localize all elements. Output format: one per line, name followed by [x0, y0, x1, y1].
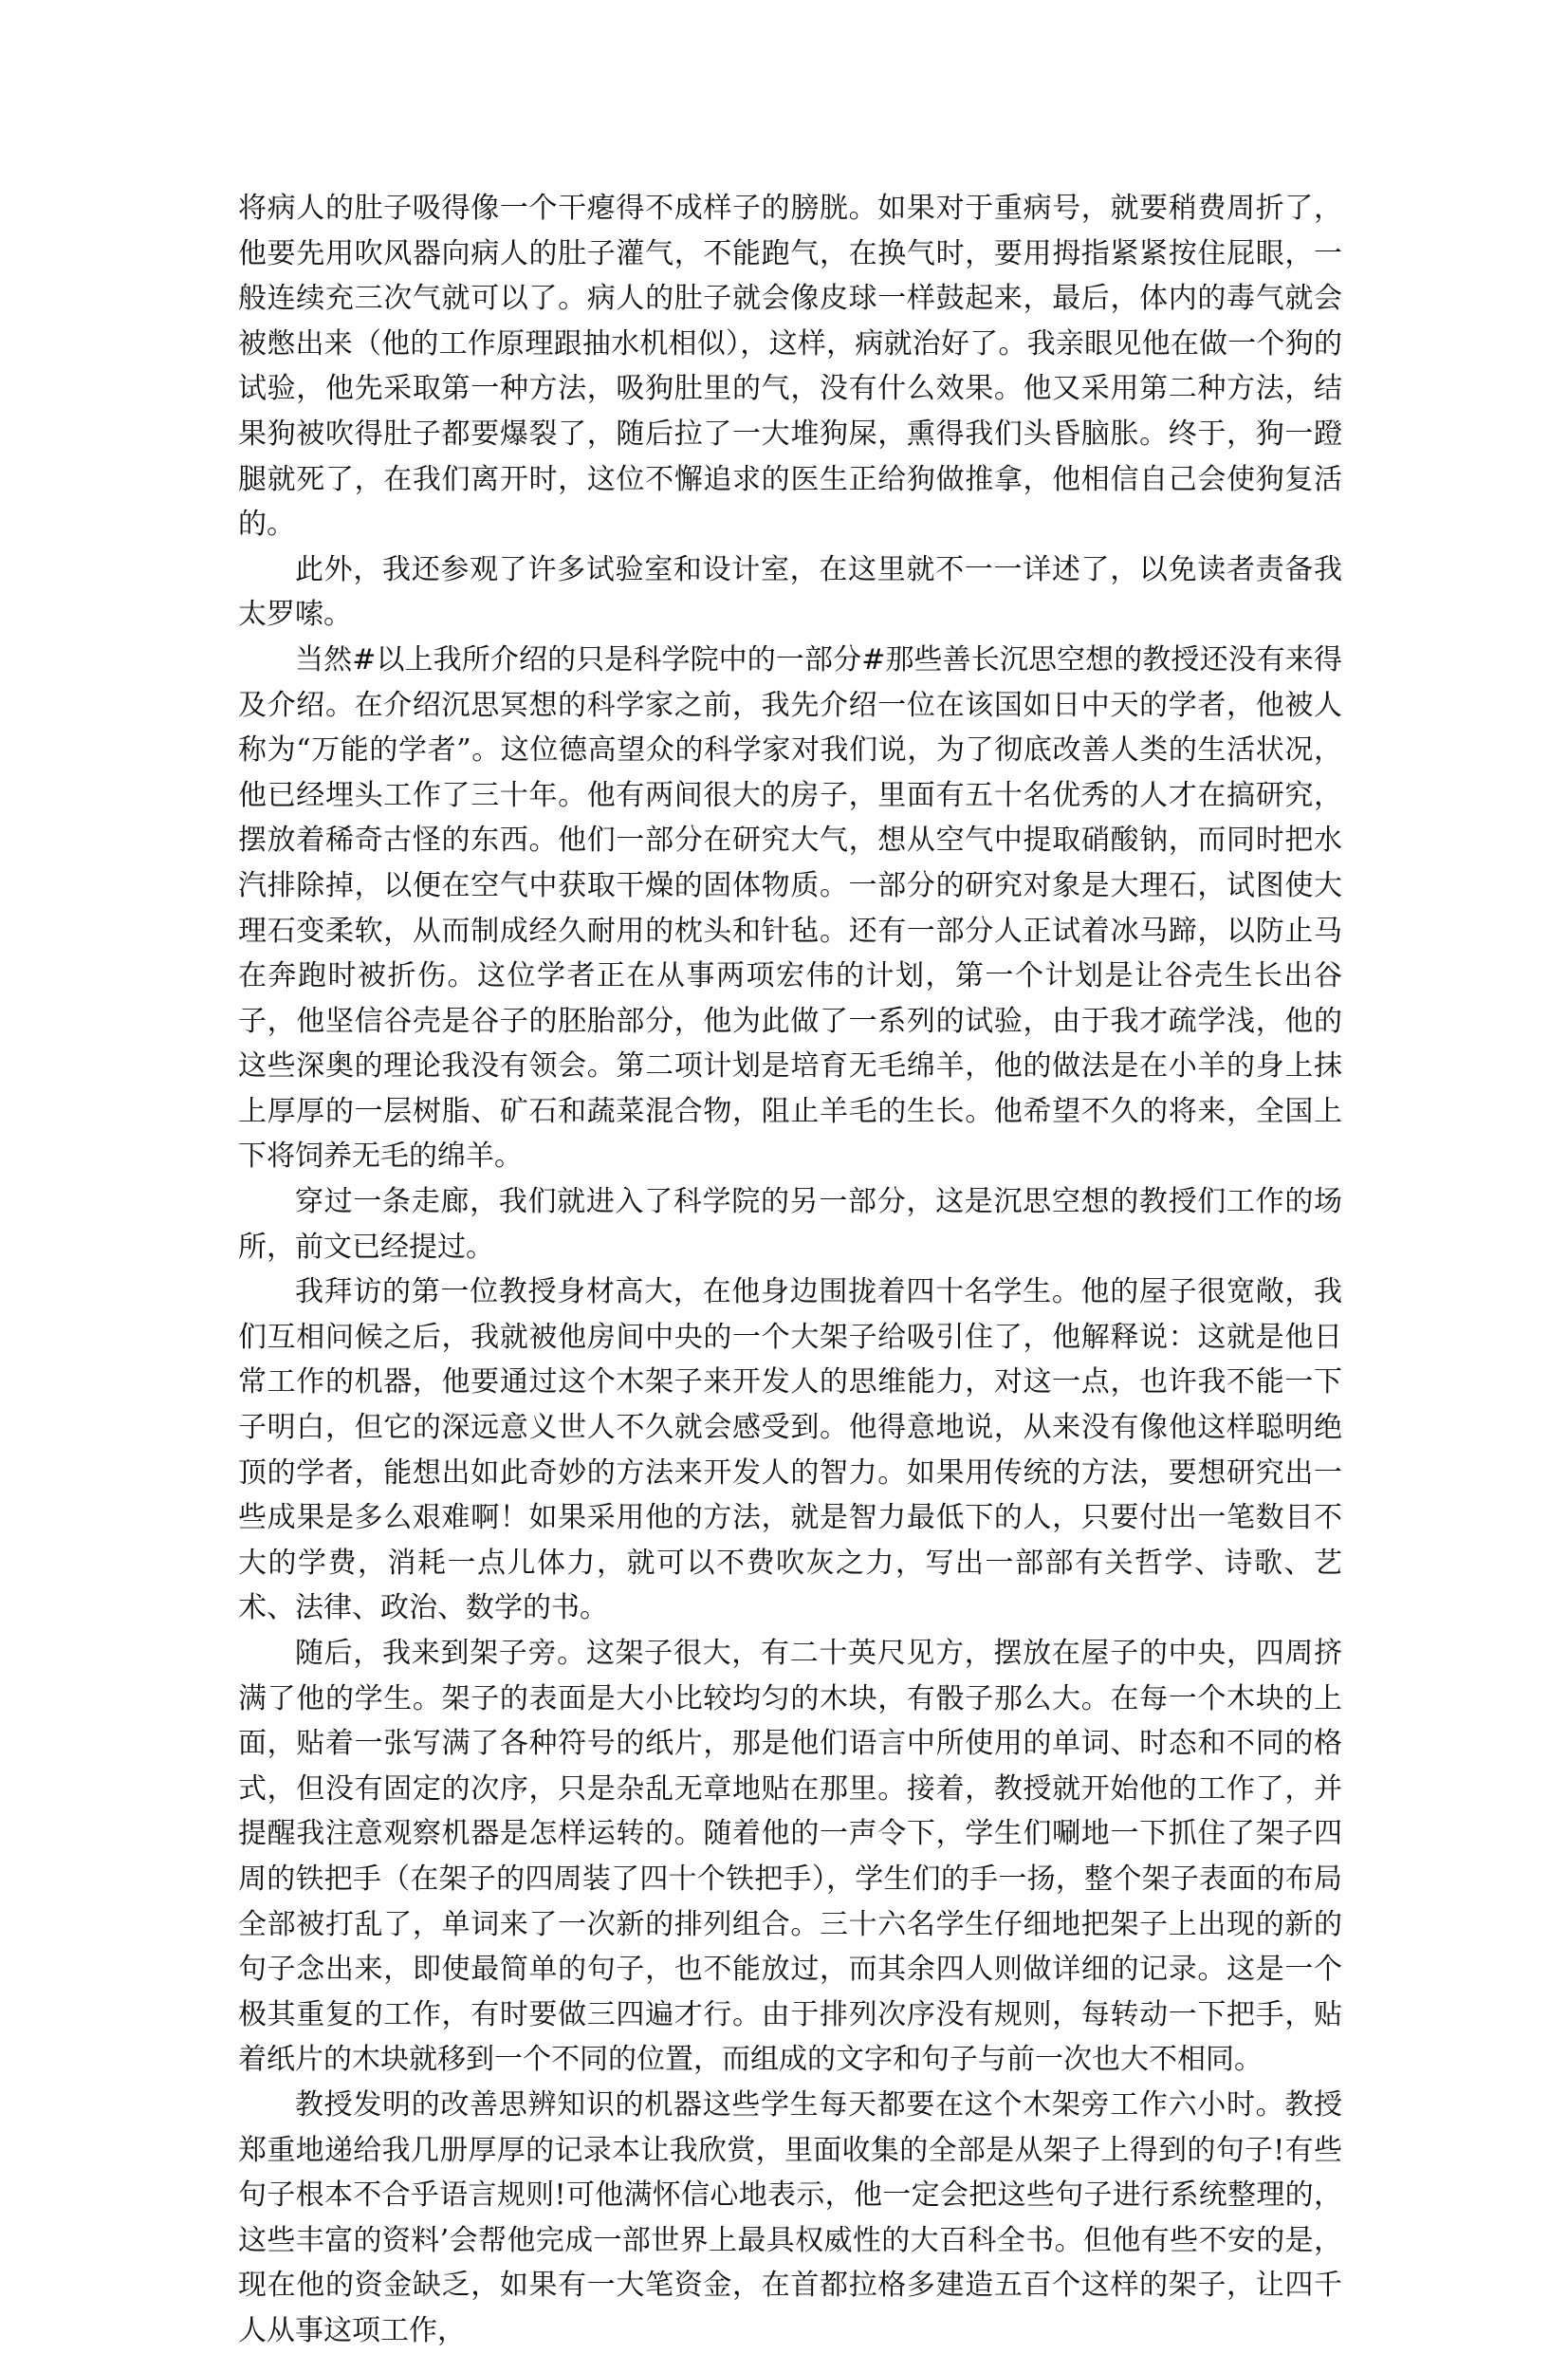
paragraph-6: 随后，我来到架子旁。这架子很大，有二十英尺见方，摆放在屋子的中央，四周挤满了他的学生。架子的表面是大小比较均匀的木块，有骰子那么大。在每一个木块的上面，贴着一张写满了各种符号的纸片，那是他们语言中所使用的单词、时态和不同的格式，但没有固定的次序，只是杂乱无章地贴在那里。接着，教授就开始他的工作了，并提醒我注意观察机器是怎样运转的。随着他的一声令下，学生们唰地一下抓住了架子四周的铁把手（在架子的四周装了四十个铁把手），学生们的手一扬，整个架子表面的布局全部被打乱了，单词来了一次新的排列组合。三十六名学生仔细地把架子上出现的新的句子念出来，即使最简单的句子，也不能放过，而其余四人则做详细的记录。这是一个极其重复的工作，有时要做三四遍才行。由于排列次序没有规则，每转动一下把手，贴着纸片的木块就移到一个不同的位置，而组成的文字和句子与前一次也大不相同。 [238, 1637, 1342, 2077]
paragraph-7: 教授发明的改善思辨知识的机器这些学生每天都要在这个木架旁工作六小时。教授郑重地递给我几册厚厚的记录本让我欣赏，里面收集的全部是从架子上得到的句子!有些句子根本不合乎语言规则!可他满怀信心地表示，他一定会把这些句子进行系统整理的，这些丰富的资料’会帮他完成一部世界上最具权威性的大百科全书。但他有些不安的是，现在他的资金缺乏，如果有一大笔资金，在首都拉格多建造五百个这样的架子，让四千人从事这项工作， [238, 2087, 1342, 2347]
paragraph-3: 当然#以上我所介绍的只是科学院中的一部分#那些善长沉思空想的教授还没有来得及介绍。在介绍沉思冥想的科学家之前，我先介绍一位在该国如日中天的学者，他被人称为“万能的学者”。这位德高望众的科学家对我们说，为了彻底改善人类的生活状况，他已经埋头工作了三十年。他有两间很大的房子，里面有五十名优秀的人才在搞研究，摆放着稀奇古怪的东西。他们一部分在研究大气，想从空气中提取硝酸钠，而同时把水汽排除掉，以便在空气中获取干燥的固体物质。一部分的研究对象是大理石，试图使大理石变柔软，从而制成经久耐用的枕头和针毡。还有一部分人正试着冰马蹄，以防止马在奔跑时被折伤。这位学者正在从事两项宏伟的计划，第一个计划是让谷壳生长出谷子，他坚信谷壳是谷子的胚胎部分，他为此做了一系列的试验，由于我才疏学浅，他的这些深奥的理论我没有领会。第二项计划是培育无毛绵羊，他的做法是在小羊的身上抹上厚厚的一层树脂、矿石和蔬菜混合物，阻止羊毛的生长。他希望不久的将来，全国上下将饲养无毛的绵羊。 [238, 642, 1342, 1174]
paragraph-4: 穿过一条走廊，我们就进入了科学院的另一部分，这是沉思空想的教授们工作的场所，前文已经提过。 [238, 1185, 1342, 1264]
paragraph-1: 将病人的肚子吸得像一个干瘪得不成样子的膀胱。如果对于重病号，就要稍费周折了，他要先用吹风器向病人的肚子灌气，不能跑气，在换气时，要用拇指紧紧按住屁眼，一般连续充三次气就可以了。病人的肚子就会像皮球一样鼓起来，最后，体内的毒气就会被憋出来（他的工作原理跟抽水机相似），这样，病就治好了。我亲眼见他在做一个狗的试验，他先采取第一种方法，吸狗肚里的气，没有什么效果。他又采用第二种方法，结果狗被吹得肚子都要爆裂了，随后拉了一大堆狗屎，熏得我们头昏脑胀。终于，狗一蹬腿就死了，在我们离开时，这位不懈追求的医生正给狗做推拿，他相信自己会使狗复活的。 [238, 192, 1342, 542]
body-text [238, 186, 1342, 2354]
paragraph-2: 此外，我还参观了许多试验室和设计室，在这里就不一一详述了，以免读者责备我太罗嗦。 [238, 552, 1342, 632]
paragraph-5: 我拜访的第一位教授身材高大，在他身边围拢着四十名学生。他的屋子很宽敞，我们互相问候之后，我就被他房间中央的一个大架子给吸引住了，他解释说：这就是他日常工作的机器，他要通过这个木架子来开发人的思维能力，对这一点，也许我不能一下子明白，但它的深远意义世人不久就会感受到。他得意地说，从来没有像他这样聪明绝顶的学者，能想出如此奇妙的方法来开发人的智力。如果用传统的方法，要想研究出一些成果是多么艰难啊！如果采用他的方法，就是智力最低下的人，只要付出一笔数目不大的学费，消耗一点儿体力，就可以不费吹灰之力，写出一部部有关哲学、诗歌、艺术、法律、政治、数学的书。 [238, 1275, 1342, 1625]
